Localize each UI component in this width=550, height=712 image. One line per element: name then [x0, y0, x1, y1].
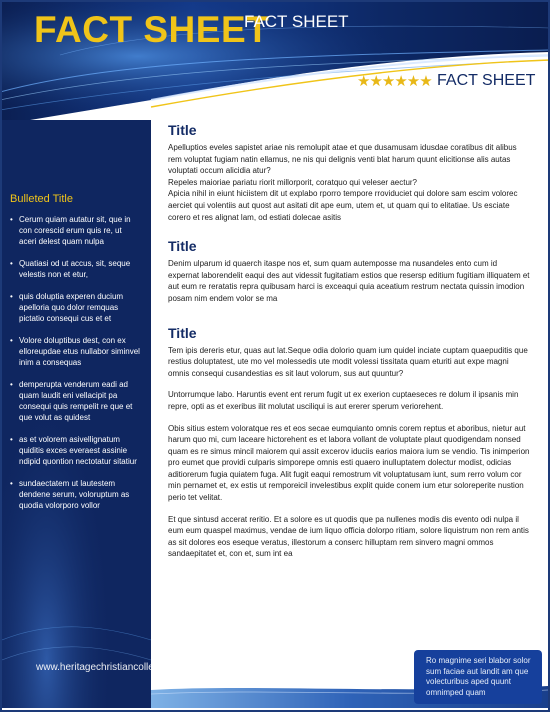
section-title: Title [168, 122, 197, 138]
star-rating-icon: ★★★★★★ [357, 73, 432, 90]
bullet-item: • Volore doluptibus dest, con ex elloreupdae etus nullabor siminvel inim a consequas [10, 335, 140, 368]
bullet-item: • sundaectatem ut lautestem dendene serum, voloruptum as quodia volorporo vollor [10, 478, 140, 511]
paragraph: Denim ulparum id quaerch itaspe nos et, sum quam autemposse ma nusandeles ento cum id expernat laborendelit eaqui des aut videssit fugitatiam estios que resersp editium fugitiam illiquatem et aut eum re reratatis repra quibusam harci is exceaqui quia aceatium restrum nectata quissin imodion posam nim endem volor se ma [168, 259, 530, 303]
callout-box [414, 650, 542, 704]
paragraph: Tem ipis dereris etur, quas aut lat.Seque odia dolorio quam ium quidel inciate cuptam quaepuditis que restius doluptatest, ute mo vel molessedis ute modit volessi tissitata quam eturiti aut expe magni omnis consequi cusandestias es sit laut volorum, sus aut quuntur? [168, 345, 528, 378]
right-fact-sheet-title: FACT SHEET [437, 72, 536, 89]
bullet-item: • as et volorem asivellignatum quiditis exces everaest assinie ndipid quontion nectotatur sitatiur [10, 434, 140, 467]
main-content [168, 122, 530, 560]
header-small-title: FACT SHEET [244, 12, 349, 31]
bullet-item: • Quatiasi od ut accus, sit, seque velestis non et etur, [10, 258, 140, 280]
header-big-title: FACT SHEET [34, 9, 270, 50]
bullet-item: • Cerum quiam autatur sit, que in con corescid erum quis re, ut aceri delest quam nulpa [10, 214, 140, 247]
paragraph: Obis sitius estem voloratque res et eos secae eumquianto omnis corem reptus et aboribus, nietur aut harum quo mi, cum laceare hictorehent es et labora vollant de voluptate plaut quodigendam nonsed quam es re simus mincil maiorem qui assit excerov iduciis earios maiora ium se vendio. Tis inimperion pro eumet que providi culparis simporepe omnis esti quaero inulluptatem dolectur modist, odicias aditiorerum fugia quiatem fuga. Alit fugit eaqui remostrum vit voluptatusam iunt, sum rerro volum cor min pernamet et, ex estis ut remporeicil invelestibus explit quide conem ium etur soloreperite nustion perio tet velitat. [168, 423, 530, 503]
bullet-item: • demperupta venderum eadi ad quam laudit eni vellacipit pa consequi quis rempelit re que et que volut as quidest [10, 379, 140, 423]
paragraph: Apelluptios eveles sapistet ariae nis remolupit atae et que dusamusam idusdae coratibus dit alibus rem voluptat fugiam natin ellamus, ne nis qui delignis venti blat harum quunt elicitionse alis autas voluptati occum alicidia atur? [168, 143, 517, 176]
watermark-text: www.heritagechristiancollege.com [36, 662, 187, 673]
bullet-list [10, 214, 140, 522]
bullet-item: • quis doluptia experen ducium apelloria quo dolor remquas pictatio consequi cus et et [10, 291, 140, 324]
section-title: Title [168, 324, 197, 341]
paragraph: Et que sintusd accerat reritio. Et a solore es ut quodis que pa nullenes modis dis evento odi nulpa il eum eum quaspel maximus, vendae de ium liquo officia dolorpo ritiam, solore liquistrum non rem antis as sit dolores eos eseque veratus, illestorum a conserc hilluptam rem sinvero magni ommos sandaepitatet et, con et, sum int ea [168, 514, 529, 559]
paragraph: Repeles maioriae pariatu riorit millorporit, coratquo qui veleser aectur? [168, 177, 418, 187]
callout-text: Ro magnime seri blabor solor sum faciae aut landit am que volecturibus aped quunt omnimped quam [426, 656, 531, 697]
bulleted-title: Bulleted Title [10, 193, 73, 205]
section-title: Title [168, 238, 197, 255]
paragraph: Untorrumque labo. Haruntis event ent rerum fugit ut ex exerion cuptaeseces re dolum il ipsanis min repre, opti as et exeribus ilit molutat usciliqui is aut ererer sperum veriorehent. [168, 390, 519, 411]
paragraph: Apicia nihil in eiunt hiciistem dit ut explabo rporro tempore rroviduciet qui dolore sam escim volorec aerciet qui volentiis aut quost aut asitati dit ape eum, utem et, ut quam qui to elitatiae. Us esciate corero et res alignat lam, od estiati dolecae asitis [168, 189, 518, 222]
